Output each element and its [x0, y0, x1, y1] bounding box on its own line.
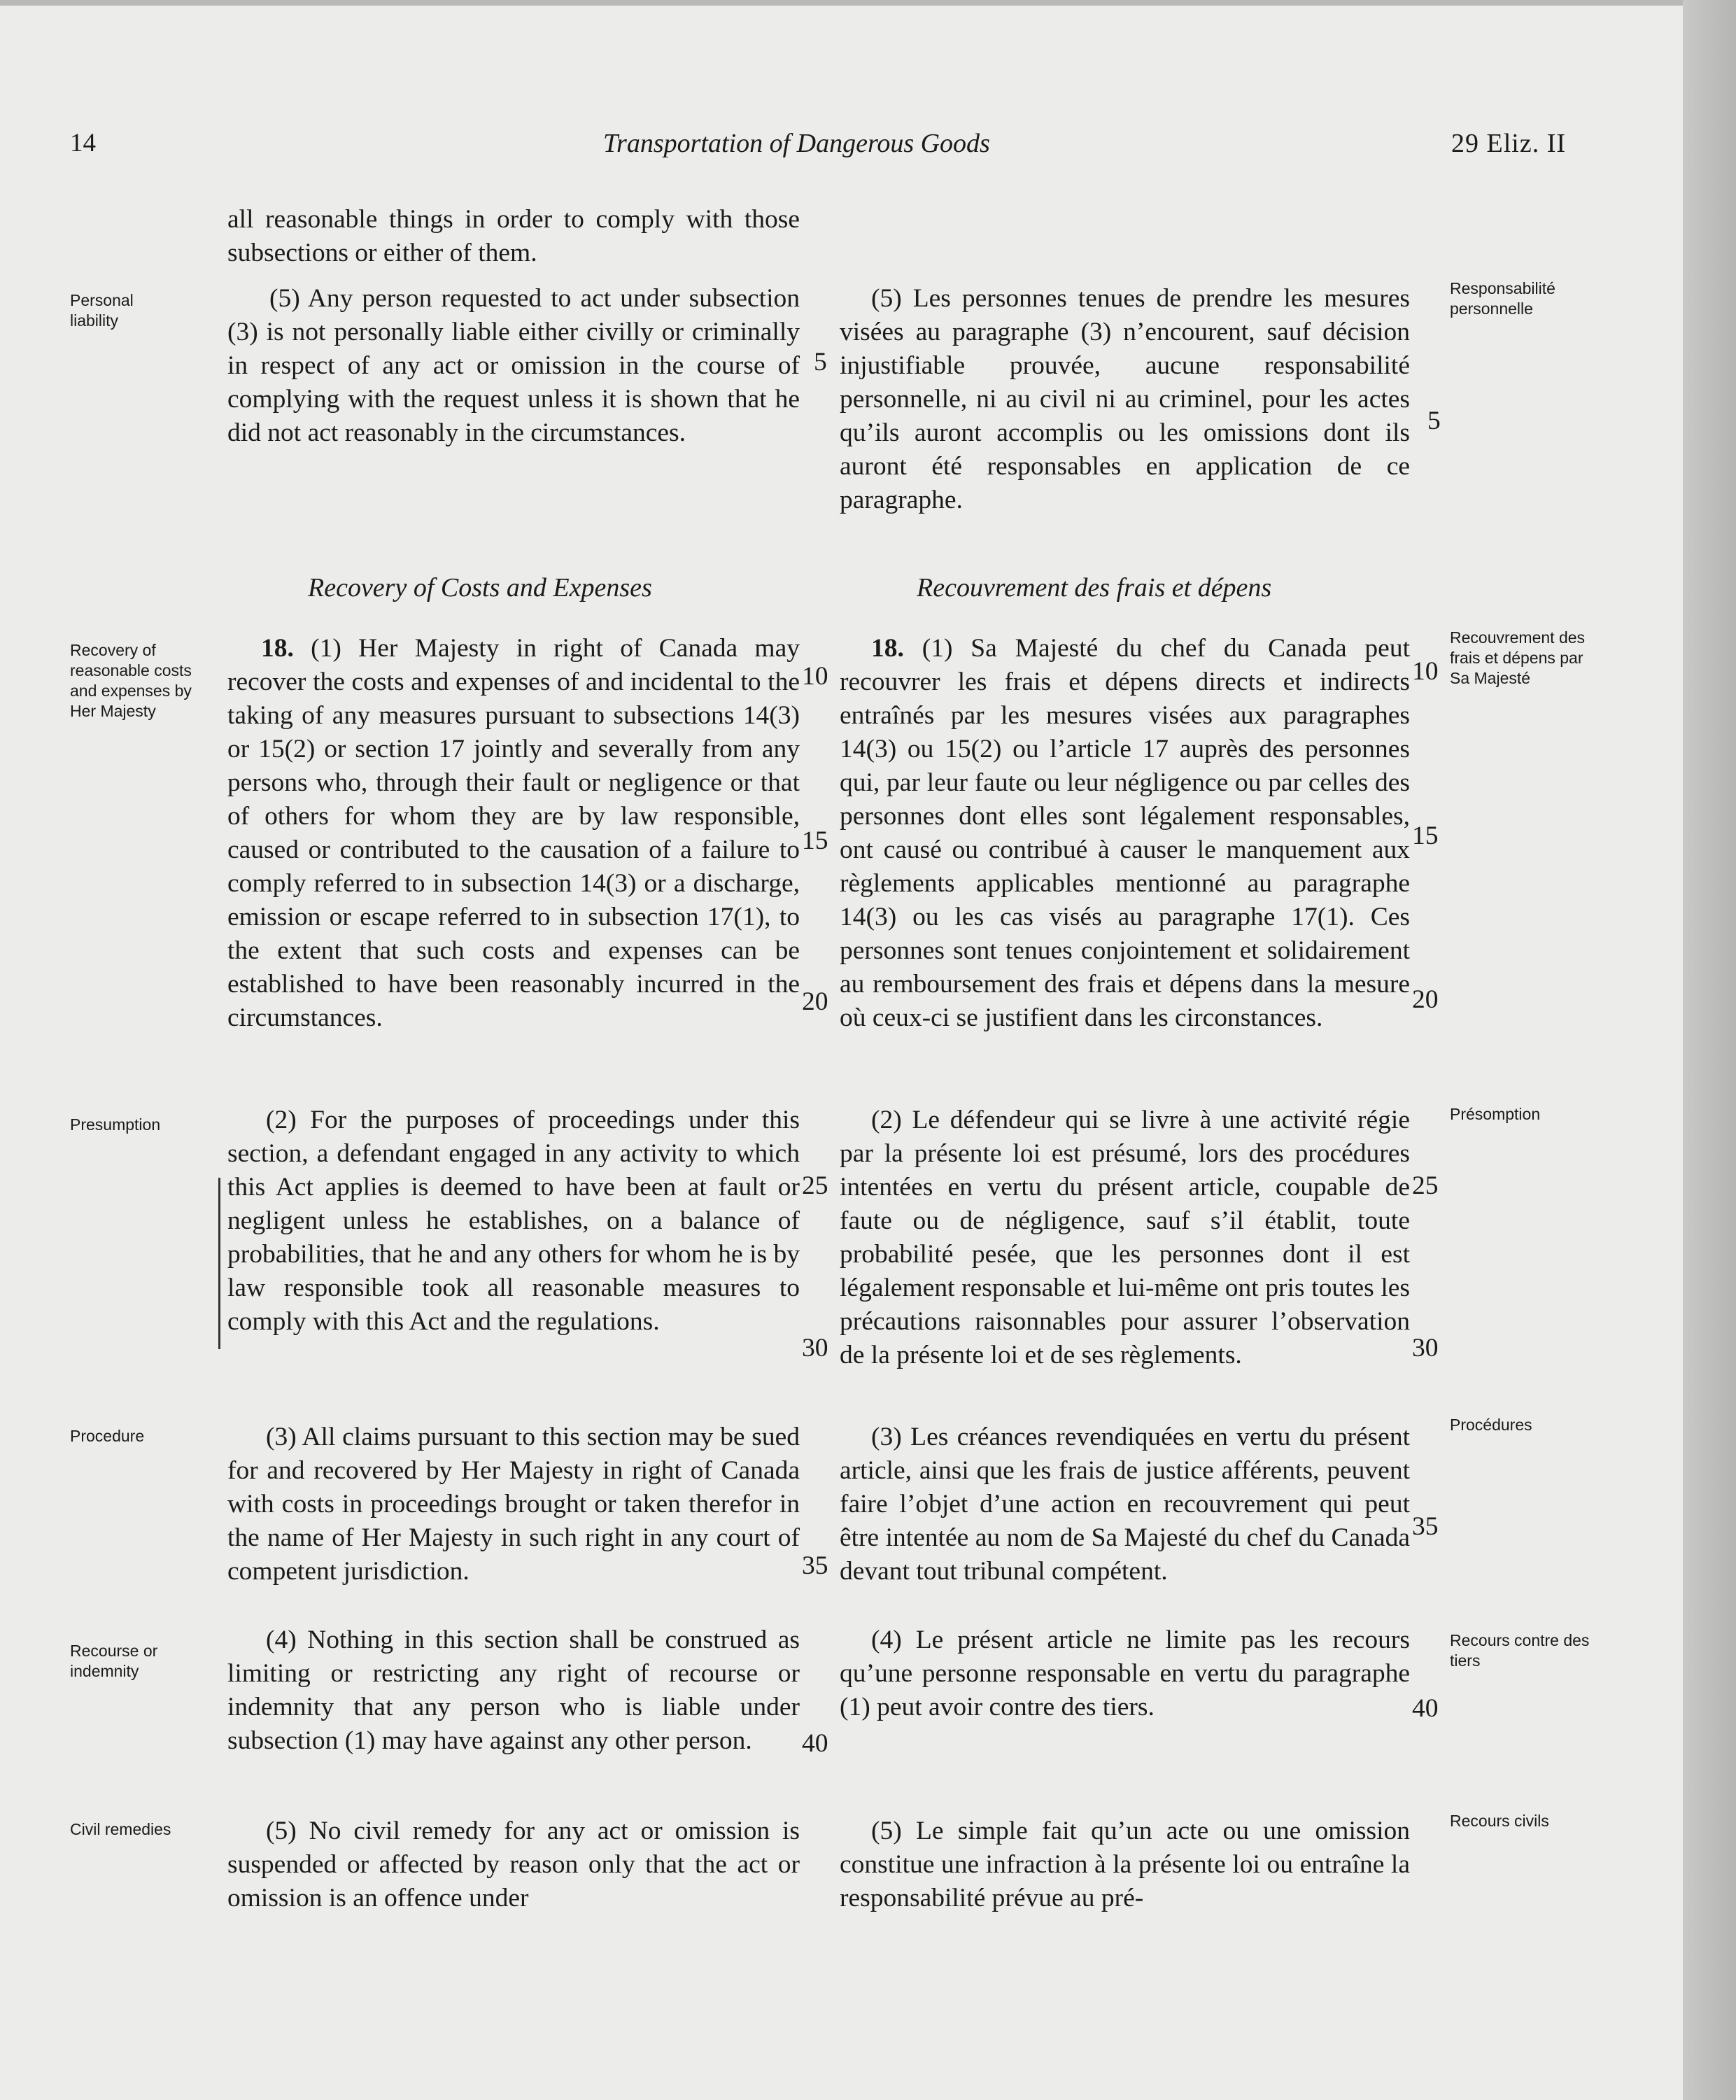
margin-note-recours-tiers: Recours contre des tiers — [1450, 1631, 1590, 1670]
page-number: 14 — [70, 129, 96, 157]
revision-bar — [218, 1178, 220, 1349]
scan-right-edge — [1683, 0, 1736, 2100]
fr-subsection-17-5 — [840, 282, 1410, 517]
fr-text-17-5: (5) Les personnes tenues de prendre les mesures visées au paragraphe (3) n’encourent, sauf décision injustifiable prouvée, aucune responsabilité personnelle, ni au civil ni au criminel, pour les actes qu’ils auront accomplis ou les omissions dont ils auront été responsables en application de ce paragraphe. — [840, 284, 1410, 514]
margin-note-recouvrement: Recouvrement des frais et dépens par Sa Majesté — [1450, 628, 1586, 687]
line-number: 15 — [802, 826, 828, 855]
line-number: 30 — [1412, 1334, 1439, 1362]
en-text-17-5: (5) Any person requested to act under subsection (3) is not personally liable either civilly or criminally in respect of any act or omission in the course of complying with the request unless it is shown that he did not act reasonably in the circumstances. — [227, 284, 800, 447]
fr-subsection-18-1 — [840, 632, 1410, 1035]
line-number: 10 — [1412, 657, 1439, 686]
fr-subsection-18-2 — [840, 1104, 1410, 1372]
margin-note-personal-liability: Personal liability — [70, 291, 134, 330]
fr-text-18-5: (5) Le simple fait qu’un acte ou une omission constitue une infraction à la présente loi ou entraîne la responsabilité prévue au pré- — [840, 1817, 1410, 1912]
en-section-number: 18. — [261, 634, 294, 663]
margin-note-recours-civils: Recours civils — [1450, 1812, 1549, 1830]
scan-top-edge — [0, 0, 1736, 6]
line-number: 5 — [814, 348, 827, 376]
line-number: 25 — [802, 1171, 828, 1200]
margin-note-recourse: Recourse or indemnity — [70, 1642, 158, 1680]
line-number: 5 — [1427, 407, 1441, 435]
line-number: 40 — [802, 1729, 828, 1758]
fr-text-18-2: (2) Le défendeur qui se livre à une activité régie par la présente loi est présumé, lors des procédures intentées en vertu du présent article, coupable de faute ou de négligence, sauf s’il établit, toute probabilité pesée, que les personnes dont il est légalement responsable et lui-même ont pris toutes les précautions raisonnables pour assurer l’observation de la présente loi et de ses règlements. — [840, 1106, 1410, 1369]
running-title: Transportation of Dangerous Goods — [603, 129, 990, 158]
en-paragraph-continuation — [227, 203, 800, 270]
en-subsection-18-1 — [227, 632, 800, 1035]
line-number: 30 — [802, 1334, 828, 1362]
line-number: 10 — [802, 662, 828, 691]
en-subsection-18-3 — [227, 1421, 800, 1588]
fr-text-18-3: (3) Les créances revendiquées en vertu du présent article, ainsi que les frais de justice afférents, peuvent faire l’objet d’une action en recouvrement qui peut être intentée au nom de Sa Majesté du chef du Canada devant tout tribunal compétent. — [840, 1423, 1410, 1586]
en-subsection-18-4 — [227, 1623, 800, 1758]
en-section-heading: Recovery of Costs and Expenses — [308, 573, 652, 602]
en-text-18-5: (5) No civil remedy for any act or omission is suspended or affected by reason only that the act or omission is an offence under — [227, 1817, 800, 1912]
line-number: 35 — [1412, 1512, 1439, 1541]
en-text-18-4: (4) Nothing in this section shall be construed as limiting or restricting any right of recourse or indemnity that any person who is liable under subsection (1) may have against any other person. — [227, 1626, 800, 1755]
line-number: 20 — [1412, 985, 1439, 1014]
fr-subsection-18-5 — [840, 1814, 1410, 1915]
margin-note-presomption: Présomption — [1450, 1105, 1541, 1123]
en-text-18-1: (1) Her Majesty in right of Canada may recover the costs and expenses of and incidental to the taking of any measures pursuant to subsections 14(3) or 15(2) or section 17 jointly and severally from any persons who, through their fault or negligence or that of others for whom they are by law responsible, caused or contributed to the causation of a failure to comply referred to in subsection 14(3) or a discharge, emission or escape referred to in subsection 17(1), to the extent that such costs and expenses can be established to have been reasonably incurred in the circumstances. — [227, 634, 800, 1032]
fr-subsection-18-3 — [840, 1421, 1410, 1588]
margin-note-procedures: Procédures — [1450, 1416, 1532, 1434]
fr-text-18-1: (1) Sa Majesté du chef du Canada peut recouvrer les frais et dépens directs et indirects entraînés par les mesures visées aux paragraphes 14(3) ou 15(2) ou l’article 17 auprès des personnes qui, par leur faute ou leur négligence ou par celles des personnes dont elles sont légalement responsables, ont causé ou contribué à causer le manquement aux règlements applicables mentionné au paragraphe 14(3) ou les cas visés au paragraphe 17(1). Ces personnes sont tenues conjointement et solidairement au remboursement des frais et dépens dans la mesure où ceux-ci se justifient dans les circonstances. — [840, 634, 1410, 1032]
en-text-continuation: all reasonable things in order to comply with those subsections or either of them. — [227, 205, 800, 267]
line-number: 40 — [1412, 1694, 1439, 1723]
en-text-18-2: (2) For the purposes of proceedings under this section, a defendant engaged in any activity to which this Act applies is deemed to have been at fault or negligent unless he establishes, on a balance of probabilities, that he and any others for whom he is by law responsible took all reasonable measures to comply with this Act and the regulations. — [227, 1106, 800, 1336]
margin-note-procedure: Procedure — [70, 1427, 145, 1445]
en-subsection-18-5 — [227, 1814, 800, 1915]
line-number: 15 — [1412, 822, 1439, 850]
line-number: 20 — [802, 987, 828, 1016]
en-subsection-17-5 — [227, 282, 800, 450]
line-number: 25 — [1412, 1171, 1439, 1200]
margin-note-presumption: Presumption — [70, 1115, 161, 1134]
fr-section-number: 18. — [871, 634, 904, 663]
margin-note-recovery: Recovery of reasonable costs and expenses by Her Majesty — [70, 641, 192, 720]
regnal-year: 29 Eliz. II — [1451, 129, 1567, 158]
en-subsection-18-2 — [227, 1104, 800, 1339]
fr-section-heading: Recouvrement des frais et dépens — [917, 573, 1272, 602]
fr-subsection-18-4 — [840, 1623, 1410, 1724]
line-number: 35 — [802, 1551, 828, 1580]
margin-note-responsabilite: Responsabilité personnelle — [1450, 279, 1555, 318]
fr-text-18-4: (4) Le présent article ne limite pas les recours qu’une personne responsable en vertu du paragraphe (1) peut avoir contre des tiers. — [840, 1626, 1410, 1721]
margin-note-civil-remedies: Civil remedies — [70, 1820, 171, 1838]
en-text-18-3: (3) All claims pursuant to this section may be sued for and recovered by Her Majesty in right of Canada with costs in proceedings brought or taken therefor in the name of Her Majesty in such right in any court of competent jurisdiction. — [227, 1423, 800, 1586]
